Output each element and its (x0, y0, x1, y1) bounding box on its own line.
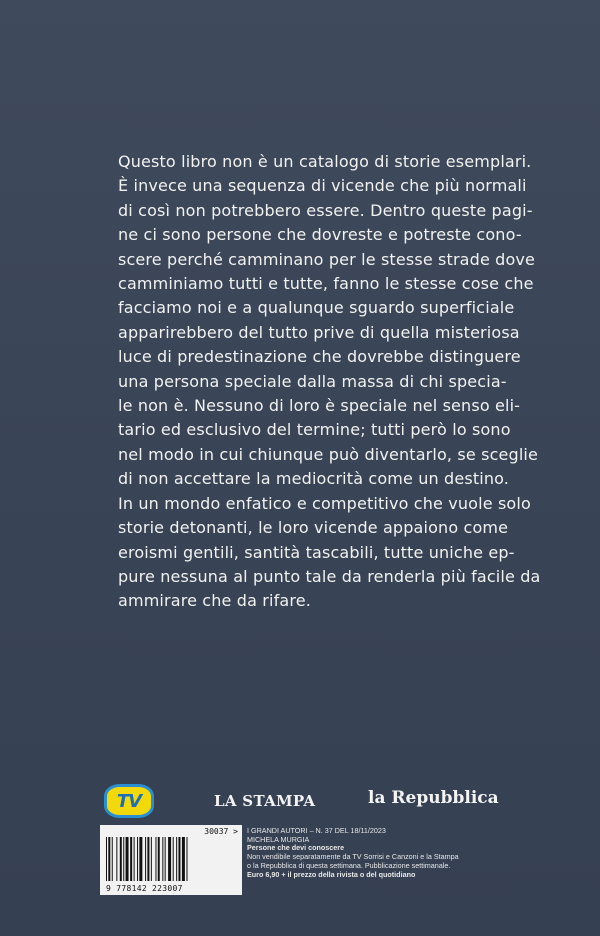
barcode-bar (126, 837, 129, 881)
barcode-bar (158, 837, 160, 881)
barcode-bar (151, 837, 152, 881)
blurb-line: Questo libro non è un catalogo di storie esemplari. (118, 152, 532, 171)
blurb-line: ne ci sono persone che dovreste e potreste cono- (118, 225, 522, 245)
barcode-bar (108, 837, 110, 881)
barcode-bar (187, 837, 188, 881)
barcode-bar (173, 837, 174, 881)
blurb-line: apparirebbero del tutto prive di quella misteriosa (118, 322, 520, 342)
colophon-title: Persone che devi conoscere (247, 843, 345, 853)
blurb-line: camminiamo tutti e tutte, fanno le stesse cose che (118, 274, 534, 294)
barcode-bar (137, 837, 138, 881)
blurb-line: ammirare che da rifare. (118, 591, 311, 611)
blurb-line: di così non potrebbero essere. Dentro queste pagi- (118, 200, 533, 220)
colophon-author: MICHELA MURGIA (247, 834, 310, 844)
blurb-line: In un mondo enfatico e competitivo che vuole solo (118, 493, 531, 513)
barcode-bar (165, 837, 166, 881)
barcode (100, 825, 242, 895)
blurb-line: È invece una sequenza di vicende che più normali (118, 176, 527, 196)
barcode-bar (162, 837, 163, 881)
blurb-line: pure nessuna al punto tale da renderla più facile da (118, 566, 541, 586)
blurb-line: di non accettare la mediocrità come un destino. (118, 469, 510, 489)
blurb-line: facciamo noi e a qualunque sguardo superficiale (118, 298, 515, 318)
colophon-price: Euro 6,90 + il prezzo della rivista o del quotidiano (247, 869, 416, 879)
publisher-logos (100, 780, 500, 826)
barcode-bar (182, 837, 185, 881)
blurb-text (118, 150, 548, 614)
blurb-line: scere perché camminano per le stesse strade dove (118, 249, 536, 269)
barcode-bar (176, 837, 177, 881)
la-repubblica-logo: la Repubblica (368, 788, 499, 808)
barcode-bar (155, 837, 156, 881)
barcode-bar (139, 837, 142, 881)
blurb-line: luce di predestinazione che dovrebbe distinguere (118, 347, 521, 367)
tv-sorrisi-logo: TV (104, 784, 154, 818)
blurb-line: nel modo in cui chiunque può diventarlo, se sceglie (118, 444, 539, 464)
colophon-note: o la Repubblica di questa settimana. Pubblicazione settimanale. (247, 860, 451, 870)
barcode-bar (145, 837, 146, 881)
barcode-bar (130, 837, 132, 881)
colophon (247, 827, 547, 879)
blurb-line: una persona speciale dalla massa di chi specia- (118, 371, 507, 391)
barcode-bar (123, 837, 124, 881)
blurb-line: tario ed esclusivo del termine; tutti però lo sono (118, 420, 511, 440)
colophon-series: I GRANDI AUTORI – N. 37 DEL 18/11/2023 (247, 826, 386, 835)
barcode-bars (106, 837, 236, 881)
barcode-bar (168, 837, 171, 881)
barcode-bar (147, 837, 149, 881)
colophon-note: Non vendibile separatamente da TV Sorrisi e Canzoni e la Stampa (247, 852, 459, 862)
barcode-number: 9 778142 223007 (106, 884, 183, 893)
barcode-bar (120, 837, 122, 881)
blurb-line: le non è. Nessuno di loro è speciale nel senso eli- (118, 396, 521, 416)
barcode-bar (116, 837, 117, 881)
barcode-bar (106, 837, 107, 881)
blurb-line: storie detonanti, le loro vicende appaiono come (118, 518, 509, 538)
blurb-line: eroismi gentili, santità tascabili, tutte uniche ep- (118, 542, 515, 562)
la-stampa-logo: LA STAMPA (214, 792, 316, 810)
barcode-bar (178, 837, 180, 881)
barcode-bar (134, 837, 135, 881)
barcode-addon-code: 30037 > (204, 827, 238, 836)
barcode-bar (112, 837, 113, 881)
